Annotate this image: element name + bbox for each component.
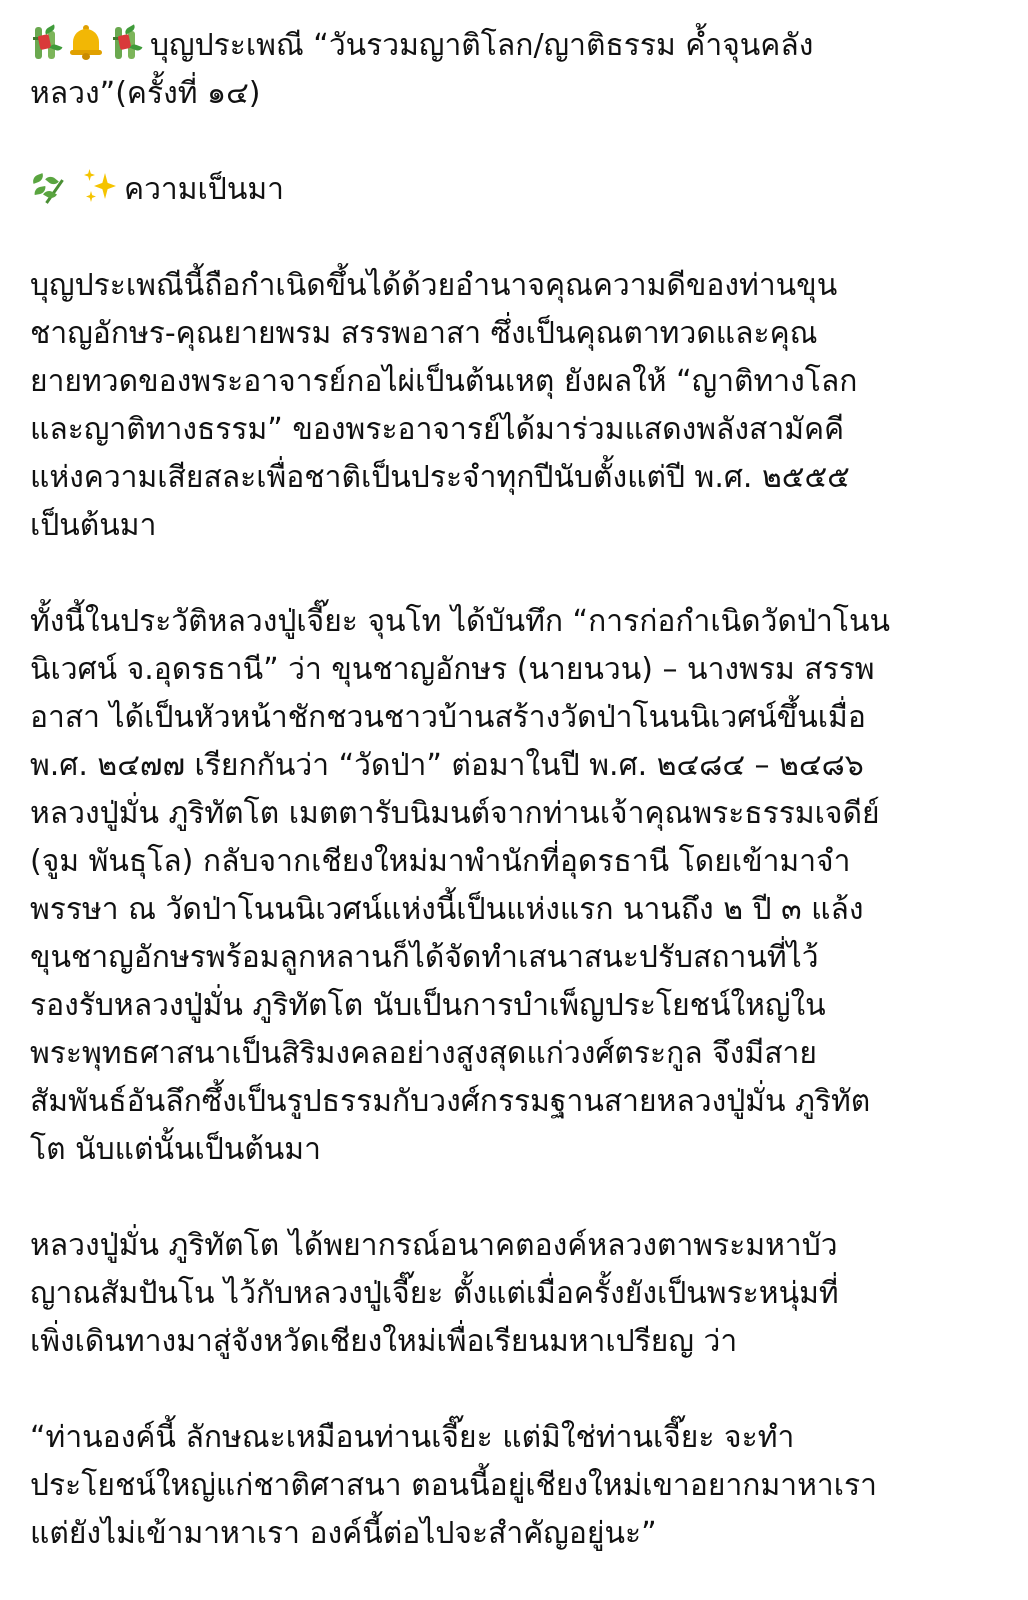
herb-icon bbox=[30, 169, 62, 205]
paragraph-line: เพิ่งเดินทางมาสู่จังหวัดเชียงใหม่เพื่อเรียนมหาเปรียญ ว่า bbox=[30, 1324, 738, 1359]
paragraph-line: หลวงปู่มั่น ภูริทัตโต เมตตารับนิมนต์จากท่านเจ้าคุณพระธรรมเจดีย์ bbox=[30, 796, 880, 831]
paragraph-line: โต นับแต่นั้นเป็นต้นมา bbox=[30, 1132, 321, 1167]
bamboo-icon bbox=[30, 25, 62, 61]
paragraph-quote bbox=[30, 1414, 990, 1558]
sparkles-icon bbox=[84, 169, 116, 205]
post-body bbox=[30, 22, 990, 1558]
paragraph-history bbox=[30, 262, 990, 550]
paragraph-line: เป็นต้นมา bbox=[30, 508, 157, 543]
section-heading: ความเป็นมา bbox=[124, 172, 284, 207]
paragraph-line: ชาญอักษร-คุณยายพรม สรรพอาสา ซึ่งเป็นคุณตาทวดและคุณ bbox=[30, 316, 818, 351]
paragraph-line: (จูม พันธุโล) กลับจากเชียงใหม่มาพำนักที่อุดรธานี โดยเข้ามาจำ bbox=[30, 844, 851, 879]
paragraph-line: อาสา ได้เป็นหัวหน้าชักชวนชาวบ้านสร้างวัดป่าโนนนิเวศน์ขึ้นเมื่อ bbox=[30, 700, 866, 735]
paragraph-line: ทั้งนี้ในประวัติหลวงปู่เจี๊ยะ จุนโท ได้บันทึก “การก่อกำเนิดวัดป่าโนน bbox=[30, 604, 890, 639]
quote-line: แต่ยังไม่เข้ามาหาเรา องค์นี้ต่อไปจะสำคัญอยู่นะ” bbox=[30, 1516, 657, 1551]
section-heading-line bbox=[30, 166, 990, 214]
post-title: บุญประเพณี “วันรวมญาติโลก/ญาติธรรม ค้ำจุนคลัง bbox=[150, 28, 814, 63]
paragraph-prophecy bbox=[30, 1222, 990, 1366]
paragraph-line: สัมพันธ์อันลึกซึ้งเป็นรูปธรรมกับวงศ์กรรมฐานสายหลวงปู่มั่น ภูริทัต bbox=[30, 1084, 871, 1119]
paragraph-line: พรรษา ณ วัดป่าโนนนิเวศน์แห่งนี้เป็นแห่งแรก นานถึง ๒ ปี ๓ แล้ง bbox=[30, 892, 864, 927]
paragraph-line: ญาณสัมปันโน ไว้กับหลวงปู่เจี๊ยะ ตั้งแต่เมื่อครั้งยังเป็นพระหนุ่มที่ bbox=[30, 1276, 839, 1311]
paragraph-line: หลวงปู่มั่น ภูริทัตโต ได้พยากรณ์อนาคตองค์หลวงตาพระมหาบัว bbox=[30, 1228, 838, 1263]
bamboo-icon bbox=[110, 25, 142, 61]
paragraph-line: รองรับหลวงปู่มั่น ภูริทัตโต นับเป็นการบำเพ็ญประโยชน์ใหญ่ใน bbox=[30, 988, 826, 1023]
paragraph-line: พระพุทธศาสนาเป็นสิริมงคลอย่างสูงสุดแก่วงศ์ตระกูล จึงมีสาย bbox=[30, 1036, 817, 1071]
post-title-line-2: หลวง”(ครั้งที่ ๑๔) bbox=[30, 76, 261, 111]
paragraph-line: ยายทวดของพระอาจารย์กอไผ่เป็นต้นเหตุ ยังผลให้ “ญาติทางโลก bbox=[30, 364, 858, 399]
quote-line: ประโยชน์ใหญ่แก่ชาติศาสนา ตอนนี้อยู่เชียงใหม่เขาอยากมาหาเรา bbox=[30, 1468, 877, 1503]
paragraph-temple-origin bbox=[30, 598, 990, 1174]
paragraph-line: พ.ศ. ๒๔๗๗ เรียกกันว่า “วัดป่า” ต่อมาในปี พ.ศ. ๒๔๘๔ – ๒๔๘๖ bbox=[30, 748, 864, 783]
paragraph-line: บุญประเพณีนี้ถือกำเนิดขึ้นได้ด้วยอำนาจคุณความดีของท่านขุน bbox=[30, 268, 838, 303]
paragraph-line: แห่งความเสียสละเพื่อชาติเป็นประจำทุกปีนับตั้งแต่ปี พ.ศ. ๒๕๕๕ bbox=[30, 460, 850, 495]
paragraph-line: นิเวศน์ จ.อุดรธานี” ว่า ขุนชาญอักษร (นายนวน) – นางพรม สรรพ bbox=[30, 652, 875, 687]
paragraph-line: และญาติทางธรรม” ของพระอาจารย์ได้มาร่วมแสดงพลังสามัคคี bbox=[30, 412, 845, 447]
paragraph-line: ขุนชาญอักษรพร้อมลูกหลานก็ได้จัดทำเสนาสนะปรับสถานที่ไว้ bbox=[30, 940, 819, 975]
bell-icon bbox=[70, 25, 102, 61]
quote-line: “ท่านองค์นี้ ลักษณะเหมือนท่านเจี๊ยะ แต่มิใช่ท่านเจี๊ยะ จะทำ bbox=[30, 1420, 795, 1455]
post-title-line-1 bbox=[30, 22, 990, 70]
